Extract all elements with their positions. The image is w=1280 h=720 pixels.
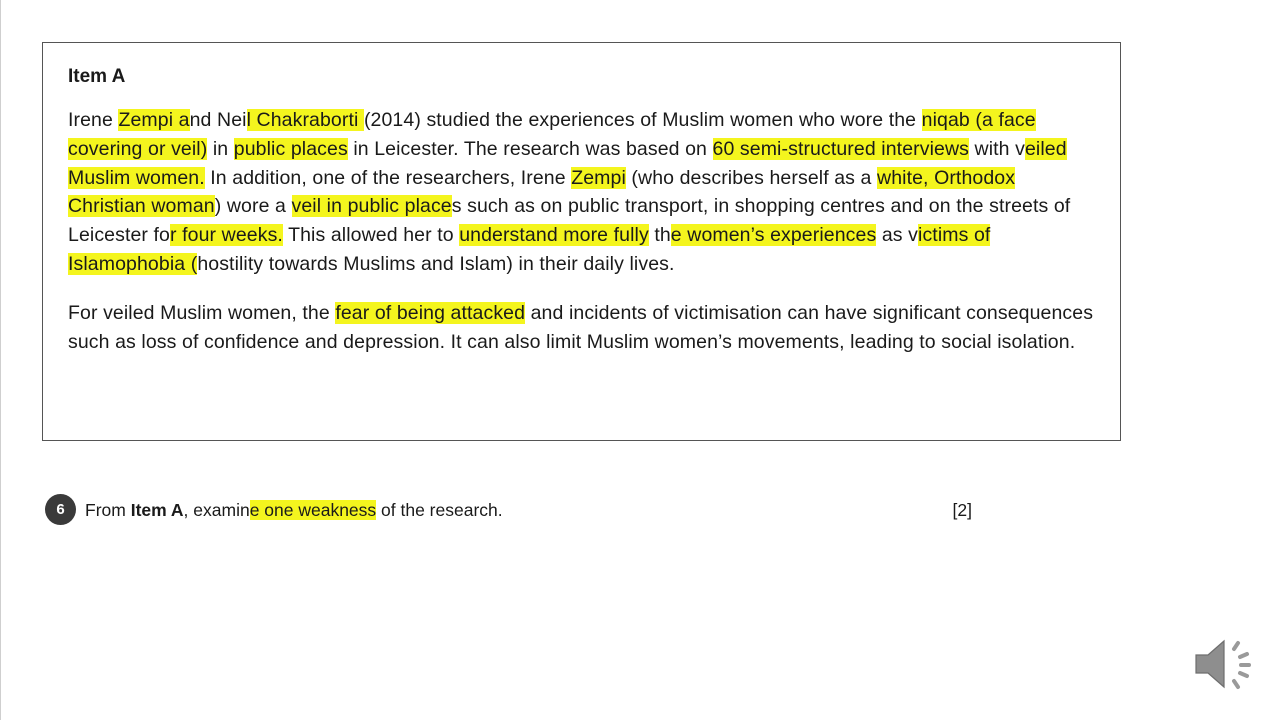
question-number-badge: 6 bbox=[45, 494, 76, 525]
question-marks: [2] bbox=[952, 500, 972, 520]
text-run: ) wore a bbox=[214, 195, 292, 218]
highlighted-text: public places bbox=[233, 137, 348, 160]
highlighted-text: eiled Muslim women. bbox=[68, 137, 1067, 189]
text-run: In addition, one of the researchers, Irene bbox=[204, 166, 572, 189]
item-a-box bbox=[42, 42, 1121, 441]
text-run: th bbox=[648, 224, 671, 247]
item-title: Item A bbox=[68, 66, 126, 87]
page-edge bbox=[0, 0, 1, 720]
text-run: This allowed her to bbox=[282, 224, 460, 247]
text-run: in Leicester. The research was based on bbox=[347, 137, 713, 160]
highlighted-text: r four weeks. bbox=[170, 224, 283, 247]
highlighted-text: niqab (a face covering or veil) bbox=[68, 109, 1036, 160]
text-run: and incidents of victimisation can have significant consequences such as loss of confidence and depression. It can also limit Muslim women’s movements, leading to social isolation. bbox=[68, 301, 1094, 353]
highlighted-text: e women’s experiences bbox=[670, 224, 877, 247]
text-run: (who describes herself as a bbox=[625, 166, 878, 189]
text-run: hostility towards Muslims and Islam) in their daily lives. bbox=[197, 252, 675, 275]
highlighted-text: veil in public place bbox=[291, 195, 452, 218]
highlighted-text: l Chakraborti bbox=[246, 109, 364, 131]
question-6 bbox=[45, 494, 985, 526]
text-run: (2014) studied the experiences of Muslim women who wore the bbox=[363, 109, 922, 131]
text-run: in bbox=[207, 137, 234, 160]
text-run: of the research. bbox=[376, 500, 503, 520]
text-run: From bbox=[85, 500, 131, 520]
highlighted-text: Zempi bbox=[571, 166, 626, 189]
highlighted-text: Zempi a bbox=[118, 109, 190, 131]
text-run: For veiled Muslim women, the bbox=[68, 301, 336, 324]
highlighted-text: fear of being attacked bbox=[335, 301, 526, 324]
text-run: s such as on public transport, in shopping centres and on the streets of Leicester fo bbox=[68, 195, 1071, 247]
text-run: as v bbox=[876, 224, 919, 247]
speaker-icon[interactable] bbox=[1190, 633, 1258, 695]
text-run: with v bbox=[969, 137, 1025, 160]
highlighted-text: ictims of Islamophobia ( bbox=[68, 224, 991, 275]
item-paragraph-1 bbox=[68, 106, 1096, 279]
highlighted-text: understand more fully bbox=[459, 224, 649, 247]
question-text bbox=[85, 494, 503, 526]
highlighted-text: white, Orthodox Christian woman bbox=[68, 166, 1016, 218]
text-run: Irene bbox=[68, 109, 119, 131]
bold-text: Item A bbox=[130, 500, 184, 520]
text-run: nd Nei bbox=[189, 109, 247, 131]
highlighted-text: 60 semi-structured interviews bbox=[712, 137, 970, 160]
highlighted-text: e one weakness bbox=[249, 500, 377, 520]
item-paragraph-2 bbox=[68, 299, 1096, 357]
text-run: , examin bbox=[183, 500, 250, 520]
